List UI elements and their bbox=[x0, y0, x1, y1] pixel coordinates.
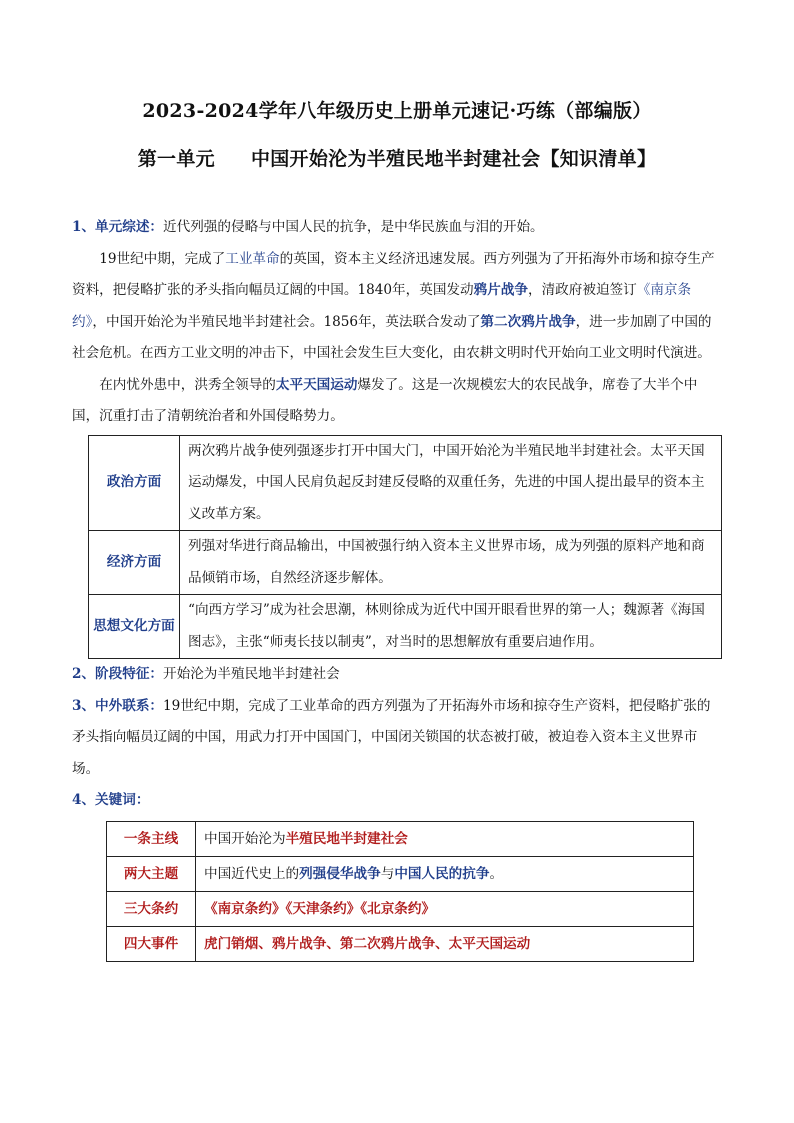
document-title: 2023-2024学年八年级历史上册单元速记·巧练（部编版） bbox=[142, 100, 652, 122]
keyword-text: 《南京条约》《天津条约》《北京条约》 bbox=[196, 891, 694, 926]
keyword-nanjing-treaty: 《南京条约》 bbox=[72, 282, 692, 330]
keyword-text: 中国近代史上的列强侵华战争与中国人民的抗争。 bbox=[196, 856, 694, 891]
section-2-stage bbox=[72, 659, 722, 691]
section-2-label: 2、阶段特征： bbox=[72, 666, 164, 682]
keyword-text: 中国开始沦为半殖民地半封建社会 bbox=[196, 821, 694, 856]
aspect-label: 思想文化方面 bbox=[89, 595, 180, 659]
summary-paragraph-2: 在内忧外患中，洪秀全领导的太平天国运动爆发了。这是一次规模宏大的农民战争，席卷了大半个中国，沉重打击了清朝统治者和外国侵略势力。 bbox=[72, 376, 698, 424]
section-4-keywords bbox=[72, 785, 722, 817]
section-4-label: 4、关键词： bbox=[72, 792, 150, 808]
section-1-text: 近代列强的侵略与中国人民的抗争，是中华民族血与泪的开始。 bbox=[163, 219, 544, 235]
keyword-text: 虎门销烟、鸦片战争、第二次鸦片战争、太平天国运动 bbox=[196, 926, 694, 961]
unit-title bbox=[0, 144, 794, 171]
summary-paragraph-1: 19世纪中期，完成了工业革命的英国，资本主义经济迅速发展。西方列强为了开拓海外市场和掠夺生产资料，把侵略扩张的矛头指向幅员辽阔的中国。1840年，英国发动鸦片战争，清政府被迫签订《南京条约》，中国开始沦为半殖民地半封建社会。1856年，英法联合发动了第二次鸦片战争，进一步加剧了中国的社会危机。在西方工业文明的冲击下，中国社会发生巨大变化，由农耕文明时代开始向工业文明时代演进。 bbox=[72, 250, 715, 361]
section-3-links bbox=[72, 691, 722, 786]
table-row bbox=[107, 856, 694, 891]
section-1-summary bbox=[72, 212, 722, 244]
content-body bbox=[72, 212, 722, 962]
keyword-label: 三大条约 bbox=[107, 891, 196, 926]
keyword-label: 四大事件 bbox=[107, 926, 196, 961]
keyword-opium-war: 鸦片战争 bbox=[473, 282, 528, 298]
keywords-table bbox=[106, 821, 694, 962]
keyword-label: 一条主线 bbox=[107, 821, 196, 856]
aspect-text: “向西方学习”成为社会思潮，林则徐成为近代中国开眼看世界的第一人；魏源著《海国图志》，主张“师夷长技以制夷”，对当时的思想解放有重要启迪作用。 bbox=[180, 595, 722, 659]
table-row bbox=[107, 821, 694, 856]
section-3-label: 3、中外联系： bbox=[72, 697, 164, 714]
table-row bbox=[89, 595, 722, 659]
table-row bbox=[89, 531, 722, 595]
table-row bbox=[107, 891, 694, 926]
aspect-label: 政治方面 bbox=[89, 435, 180, 531]
section-3-text: 19世纪中期，完成了工业革命的西方列强为了开拓海外市场和掠夺生产资料，把侵略扩张的矛头指向幅员辽阔的中国，用武力打开中国国门，中国闭关锁国的状态被打破，被迫卷入资本主义世界市场。 bbox=[72, 697, 711, 777]
keyword-taiping: 太平天国运动 bbox=[275, 376, 358, 393]
unit-subtitle: 中国开始沦为半殖民地半封建社会【知识清单】 bbox=[250, 148, 657, 170]
table-row bbox=[107, 926, 694, 961]
section-1-label: 1、单元综述： bbox=[72, 219, 164, 235]
keyword-industrial-revolution: 工业革命 bbox=[225, 250, 280, 267]
section-2-text: 开始沦为半殖民地半封建社会 bbox=[163, 666, 340, 682]
aspect-text: 两次鸦片战争使列强逐步打开中国大门，中国开始沦为半殖民地半封建社会。太平天国运动爆发，中国人民肩负起反封建反侵略的双重任务，先进的中国人提出最早的资本主义改革方案。 bbox=[180, 435, 722, 531]
keyword-label: 两大主题 bbox=[107, 856, 196, 891]
keyword-second-opium-war: 第二次鸦片战争 bbox=[480, 313, 576, 330]
aspects-table bbox=[88, 435, 722, 660]
aspect-text: 列强对华进行商品输出，中国被强行纳入资本主义世界市场，成为列强的原料产地和商品倾销市场，自然经济逐步解体。 bbox=[180, 531, 722, 595]
unit-label: 第一单元 bbox=[137, 148, 215, 170]
table-row bbox=[89, 435, 722, 531]
aspect-label: 经济方面 bbox=[89, 531, 180, 595]
